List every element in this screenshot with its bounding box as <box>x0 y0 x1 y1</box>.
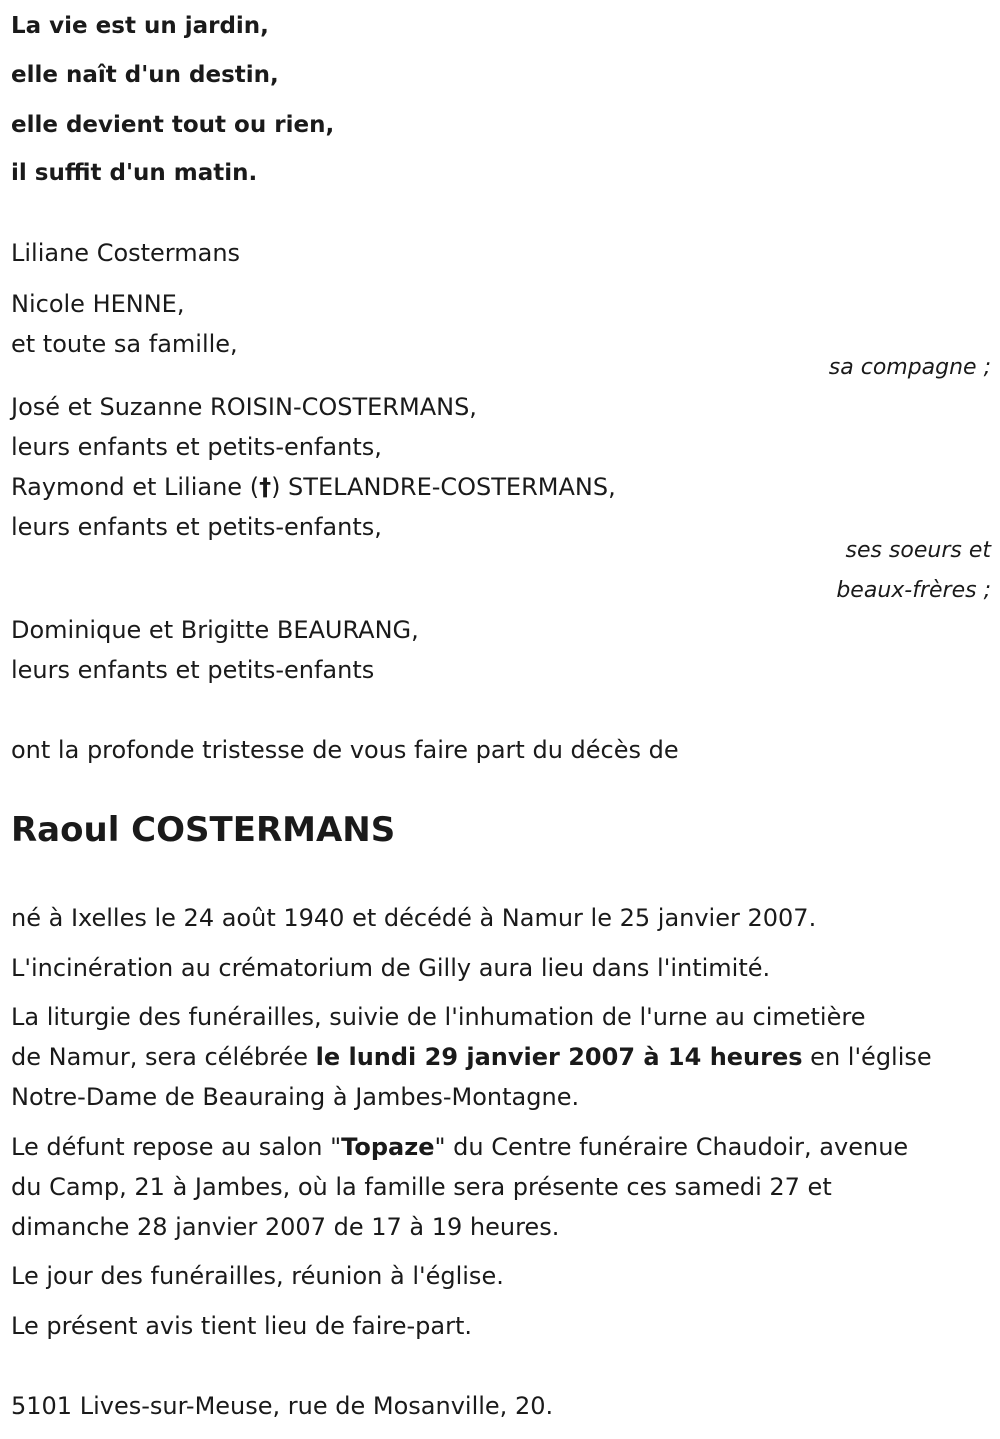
salon-line-2: du Camp, 21 à Jambes, où la famille sera présente ces samedi 27 et <box>11 1173 832 1201</box>
liturgy-date: le lundi 29 janvier 2007 à 14 heures <box>315 1043 803 1071</box>
beaurang-children: leurs enfants et petits-enfants <box>11 656 375 684</box>
beaurang-name: Dominique et Brigitte BEAURANG, <box>11 616 419 644</box>
salon-name: Topaze <box>341 1133 435 1161</box>
poem-line-3: elle devient tout ou rien, <box>11 112 335 138</box>
salon-line-1-suffix: " du Centre funéraire Chaudoir, avenue <box>434 1133 909 1161</box>
cross-icon: † <box>259 473 272 501</box>
henne-name: Nicole HENNE, <box>11 290 185 318</box>
stelandre-children: leurs enfants et petits-enfants, <box>11 513 382 541</box>
poem-line-2: elle naît d'un destin, <box>11 62 279 88</box>
salon-line-1 <box>11 1127 908 1167</box>
meeting: Le jour des funérailles, réunion à l'église. <box>11 1262 504 1290</box>
henne-family: et toute sa famille, <box>11 330 238 358</box>
roisin-name: José et Suzanne ROISIN-COSTERMANS, <box>11 393 477 421</box>
roisin-children: leurs enfants et petits-enfants, <box>11 433 382 461</box>
liturgy-line-2 <box>11 1037 932 1077</box>
birth-death: né à Ixelles le 24 août 1940 et décédé à Namur le 25 janvier 2007. <box>11 904 817 932</box>
liturgy-line-2-suffix: en l'église <box>802 1043 932 1071</box>
obituary-page <box>11 0 991 1439</box>
cremation: L'incinération au crématorium de Gilly aura lieu dans l'intimité. <box>11 954 771 982</box>
companion-name: Liliane Costermans <box>11 239 241 267</box>
deceased-name: Raoul COSTERMANS <box>11 810 396 850</box>
salon-line-1-prefix: Le défunt repose au salon " <box>11 1133 342 1161</box>
siblings-role-line-1: ses soeurs et <box>845 538 991 563</box>
address: 5101 Lives-sur-Meuse, rue de Mosanville, 20. <box>11 1392 554 1420</box>
liturgy-line-3: Notre-Dame de Beauraing à Jambes-Montagne. <box>11 1083 580 1111</box>
liturgy-line-2-prefix: de Namur, sera célébrée <box>11 1043 316 1071</box>
notice: Le présent avis tient lieu de faire-part. <box>11 1312 473 1340</box>
poem-line-1: La vie est un jardin, <box>11 13 269 39</box>
poem-line-4: il suffit d'un matin. <box>11 160 258 186</box>
stelandre-suffix: ) STELANDRE-COSTERMANS, <box>271 473 616 501</box>
liturgy-line-1: La liturgie des funérailles, suivie de l'inhumation de l'urne au cimetière <box>11 1003 866 1031</box>
stelandre-prefix: Raymond et Liliane ( <box>11 473 260 501</box>
siblings-role-line-2: beaux-frères ; <box>836 578 991 603</box>
companion-role: sa compagne ; <box>828 355 991 380</box>
salon-line-3: dimanche 28 janvier 2007 de 17 à 19 heures. <box>11 1213 560 1241</box>
stelandre-name <box>11 467 616 507</box>
announcement: ont la profonde tristesse de vous faire part du décès de <box>11 736 679 764</box>
